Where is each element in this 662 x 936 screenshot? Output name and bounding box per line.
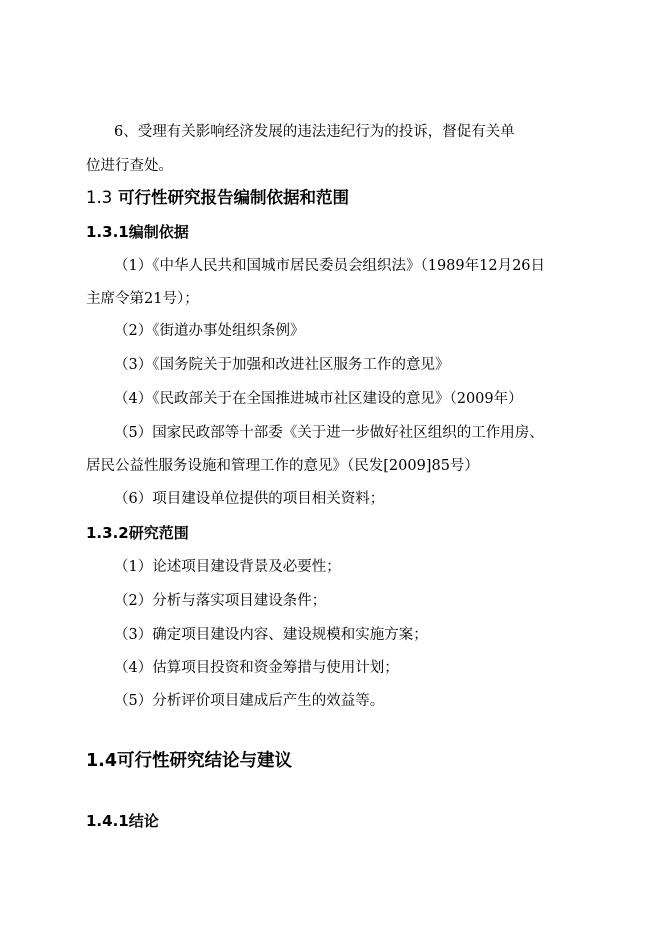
list-item: 主席令第21号）； <box>86 291 199 307</box>
section-heading-1-3-2: 1.3.2研究范围 <box>86 524 189 542</box>
list-item: （3）《国务院关于加强和改进社区服务工作的意见》 <box>114 357 450 373</box>
list-item: （5）国家民政部等十部委《关于进一步做好社区组织的工作用房、 <box>114 425 544 441</box>
list-item: （2）《街道办事处组织条例》 <box>114 323 305 339</box>
list-item: （2）分析与落实项目建设条件； <box>114 593 327 609</box>
list-item: （5）分析评价项目建成后产生的效益等。 <box>114 693 385 709</box>
list-item: （4）估算项目投资和资金筹措与使用计划； <box>114 660 399 676</box>
list-item: （1）论述项目建设背景及必要性； <box>114 559 341 575</box>
list-item: （3）确定项目建设内容、建设规模和实施方案； <box>114 627 428 643</box>
list-item: （6）项目建设单位提供的项目相关资料； <box>114 491 385 507</box>
section-heading-1-3-1: 1.3.1编制依据 <box>86 223 189 241</box>
section-heading-1-4: 1.4可行性研究结论与建议 <box>86 751 293 771</box>
section-heading-1-3 <box>86 187 349 209</box>
section-heading-1-4-1: 1.4.1结论 <box>86 812 159 830</box>
paragraph-item6-line1: 6、受理有关影响经济发展的违法违纪行为的投诉，督促有关单 <box>114 124 515 140</box>
paragraph-item6-line2: 位进行查处。 <box>86 158 173 174</box>
list-item: 居民公益性服务设施和管理工作的意见》（民发[2009]85号） <box>86 458 479 474</box>
section-title: 可行性研究报告编制依据和范围 <box>118 188 349 207</box>
list-item: （4）《民政部关于在全国推进城市社区建设的意见》（2009年） <box>114 391 523 407</box>
section-number: 1.3 <box>86 188 113 207</box>
list-item: （1）《中华人民共和国城市居民委员会组织法》（1989年12月26日 <box>114 258 546 274</box>
